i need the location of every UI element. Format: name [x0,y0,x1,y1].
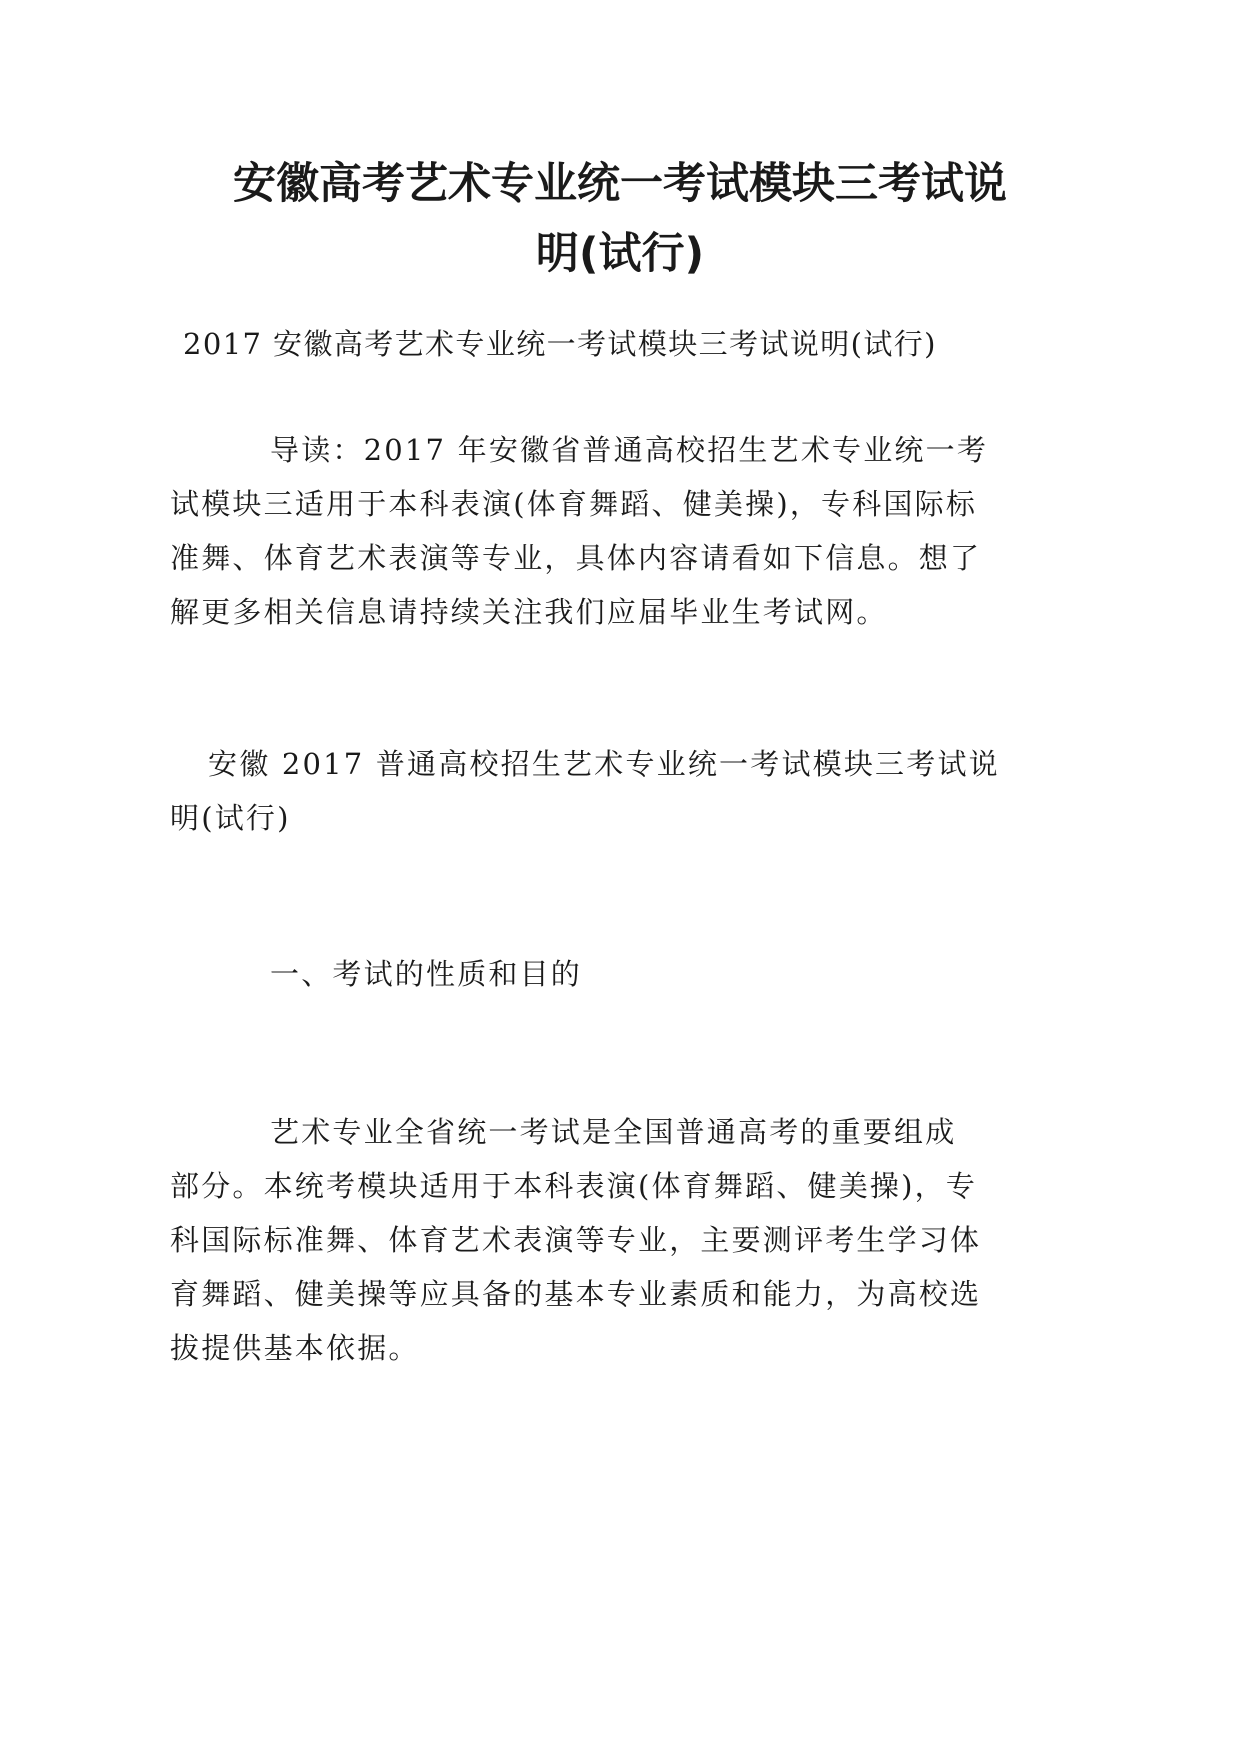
section-1-title: 一、考试的性质和目的 [270,957,583,991]
document-title-line-1: 安徽高考艺术专业统一考试模块三考试说 [233,159,1007,209]
section-1-line: 部分。本统考模块适用于本科表演(体育舞蹈、健美操)，专 [170,1169,978,1203]
intro-line: 解更多相关信息请持续关注我们应届毕业生考试网。 [170,595,888,629]
intro-line: 准舞、体育艺术表演等专业，具体内容请看如下信息。想了 [170,541,982,575]
section-heading-line: 明(试行) [170,801,291,835]
document-title-line-2: 明(试行) [535,229,705,279]
section-1-line: 艺术专业全省统一考试是全国普通高考的重要组成 [270,1115,957,1149]
section-heading-line: 安徽 2017 普通高校招生艺术专业统一考试模块三考试说 [208,747,1000,781]
section-1-line: 育舞蹈、健美操等应具备的基本专业素质和能力，为高校选 [170,1277,982,1311]
section-1-line: 拔提供基本依据。 [170,1331,420,1365]
intro-line: 试模块三适用于本科表演(体育舞蹈、健美操)，专科国际标 [170,487,978,521]
intro-line: 导读：2017 年安徽省普通高校招生艺术专业统一考 [270,433,989,467]
document-subtitle: 2017 安徽高考艺术专业统一考试模块三考试说明(试行) [183,327,937,361]
section-1-line: 科国际标准舞、体育艺术表演等专业，主要测评考生学习体 [170,1223,982,1257]
